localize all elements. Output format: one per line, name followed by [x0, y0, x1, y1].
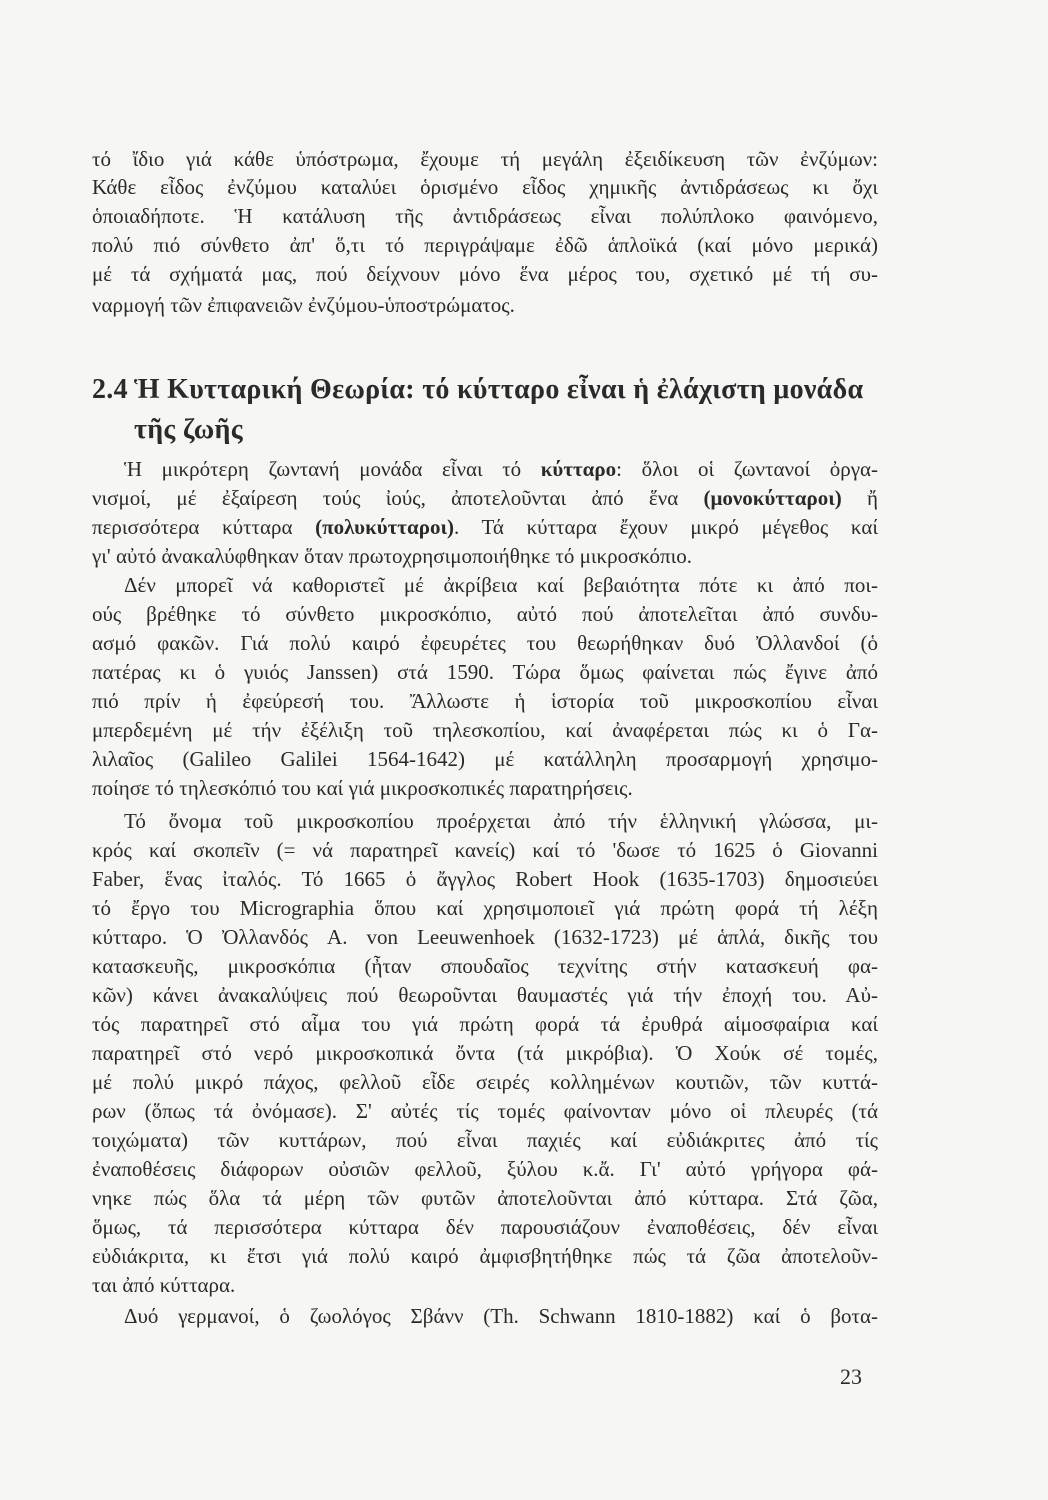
- text-line: Δυό γερμανοί, ὁ ζωολόγος Σβάνν (Th. Schwann 1810-1882) καί ὁ βοτα-: [124, 1304, 878, 1328]
- text-line: τός παρατηρεῖ στό αἷμα του γιά πρώτη φορά τά ἐρυθρά αἱμοσφαίρια καί: [92, 1012, 878, 1036]
- text-line: γι' αὐτό ἀνακαλύφθηκαν ὅταν πρωτοχρησιμοποιήθηκε τό μικροσκόπιο.: [92, 544, 693, 568]
- section-title-continued: τῆς ζωῆς: [134, 414, 243, 445]
- text-segment: νισμοί, μέ ἐξαίρεση τούς ἰούς, ἀποτελοῦνται ἀπό ἕνα: [92, 486, 704, 510]
- text-line: τοιχώματα) τῶν κυττάρων, πού εἶναι παχιές καί εὐδιάκριτες ἀπό τίς: [92, 1128, 878, 1152]
- text-line: [92, 514, 878, 540]
- text-segment: ἤ: [841, 486, 878, 510]
- section-title: Ἡ Κυτταρική Θεωρία: τό κύτταρο εἶναι ἡ ἐλάχιστη μονάδα: [134, 374, 864, 405]
- text-line: λιλαῖος (Galileo Galilei 1564-1642) μέ κατάλληλη προσαρμογή χρησιμο-: [92, 747, 878, 771]
- text-line: Faber, ἕνας ἰταλός. Τό 1665 ὁ ἄγγλος Robert Hook (1635-1703) δημοσιεύει: [92, 867, 878, 891]
- text-line: ναρμογή τῶν ἐπιφανειῶν ἐνζύμου-ὑποστρώματος.: [92, 293, 515, 317]
- bold-term: (μονοκύτταροι): [703, 486, 842, 510]
- text-line: Τό ὄνομα τοῦ μικροσκοπίου προέρχεται ἀπό τήν ἑλληνική γλώσσα, μι-: [124, 809, 878, 833]
- text-line: ται ἀπό κύτταρα.: [92, 1273, 236, 1297]
- page-number: 23: [840, 1364, 862, 1389]
- text-line: πολύ πιό σύνθετο ἀπ' ὅ,τι τό περιγράψαμε ἐδῶ ἁπλοϊκά (καί μόνο μερικά): [92, 233, 878, 257]
- text-line: Κάθε εἶδος ἐνζύμου καταλύει ὁρισμένο εἶδος χημικῆς ἀντιδράσεως κι ὄχι: [92, 175, 878, 199]
- text-line: ἐναποθέσεις διάφορων οὐσιῶν φελλοῦ, ξύλου κ.ἄ. Γι' αὐτό γρήγορα φά-: [92, 1157, 878, 1181]
- text-segment: περισσότερα κύτταρα: [92, 515, 316, 539]
- bold-term: (πολυκύτταροι): [315, 515, 454, 539]
- text-line: μπερδεμένη μέ τήν ἐξέλιξη τοῦ τηλεσκοπίου, καί ἀναφέρεται πώς κι ὁ Γα-: [92, 718, 878, 742]
- text-line: [92, 485, 878, 511]
- text-line: ρων (ὅπως τά ὀνόμασε). Σ' αὐτές τίς τομές φαίνονταν μόνο οἱ πλευρές (τά: [92, 1099, 878, 1123]
- text-line: τό ἔργο του Micrographia ὅπου καί χρησιμοποιεῖ γιά πρώτη φορά τή λέξη: [92, 896, 878, 920]
- text-line: ὅμως, τά περισσότερα κύτταρα δέν παρουσιάζουν ἐναποθέσεις, δέν εἶναι: [92, 1215, 878, 1239]
- text-line: πατέρας κι ὁ γυιός Janssen) στά 1590. Τώρα ὅμως φαίνεται πώς ἔγινε ἀπό: [92, 660, 878, 684]
- text-line: κύτταρο. Ὁ Ὀλλανδός A. von Leeuwenhoek (1632-1723) μέ ἁπλά, δικῆς του: [92, 925, 878, 949]
- text-line: πιό πρίν ἡ ἐφεύρεσή του. Ἄλλωστε ἡ ἱστορία τοῦ μικροσκοπίου εἶναι: [92, 689, 878, 713]
- text-line: νηκε πώς ὅλα τά μέρη τῶν φυτῶν ἀποτελοῦνται ἀπό κύτταρα. Στά ζῶα,: [92, 1186, 878, 1210]
- text-line: μέ πολύ μικρό πάχος, φελλοῦ εἶδε σειρές κολλημένων κουτιῶν, τῶν κυττά-: [92, 1070, 878, 1094]
- text-line: Δέν μπορεῖ νά καθοριστεῖ μέ ἀκρίβεια καί βεβαιότητα πότε κι ἀπό ποι-: [124, 573, 878, 597]
- text-line: κατασκευῆς, μικροσκόπια (ἦταν σπουδαῖος τεχνίτης στήν κατασκευή φα-: [92, 954, 878, 978]
- section-number: 2.4: [92, 374, 128, 405]
- text-line: ασμό φακῶν. Γιά πολύ καιρό ἐφευρέτες του θεωρήθηκαν δυό Ὀλλανδοί (ὁ: [92, 631, 878, 655]
- bold-term: κύτταρο: [540, 457, 617, 481]
- text-segment: . Τά κύτταρα ἔχουν μικρό μέγεθος καί: [453, 515, 878, 539]
- text-line: κῶν) κάνει ἀνακαλύψεις πού θεωροῦνται θαυμαστές γιά τήν ἐποχή του. Αὐ-: [92, 983, 878, 1007]
- text-segment: Ἡ μικρότερη ζωντανή μονάδα εἶναι τό: [124, 457, 541, 481]
- text-line: ούς βρέθηκε τό σύνθετο μικροσκόπιο, αὐτό πού ἀποτελεῖται ἀπό συνδυ-: [92, 602, 878, 626]
- text-line: κρός καί σκοπεῖν (= νά παρατηρεῖ κανείς) καί τό 'δωσε τό 1625 ὁ Giovanni: [92, 838, 878, 862]
- text-segment: : ὅλοι οἱ ζωντανοί ὀργα-: [616, 457, 878, 481]
- text-line: ὁποιαδήποτε. Ἡ κατάλυση τῆς ἀντιδράσεως εἶναι πολύπλοκο φαινόμενο,: [92, 204, 878, 228]
- text-line: μέ τά σχήματά μας, πού δείχνουν μόνο ἕνα μέρος του, σχετικό μέ τή συ-: [92, 262, 878, 286]
- text-line: παρατηρεῖ στό νερό μικροσκοπικά ὄντα (τά μικρόβια). Ὁ Χούκ σέ τομές,: [92, 1041, 878, 1065]
- text-line: [124, 456, 878, 482]
- text-line: εὐδιάκριτα, κι ἔτσι γιά πολύ καιρό ἀμφισβητήθηκε πώς τά ζῶα ἀποτελοῦν-: [92, 1244, 878, 1268]
- text-line: ποίησε τό τηλεσκόπιό του καί γιά μικροσκοπικές παρατηρήσεις.: [92, 776, 633, 800]
- text-line: τό ἴδιο γιά κάθε ὑπόστρωμα, ἔχουμε τή μεγάλη ἐξειδίκευση τῶν ἐνζύμων:: [92, 147, 878, 171]
